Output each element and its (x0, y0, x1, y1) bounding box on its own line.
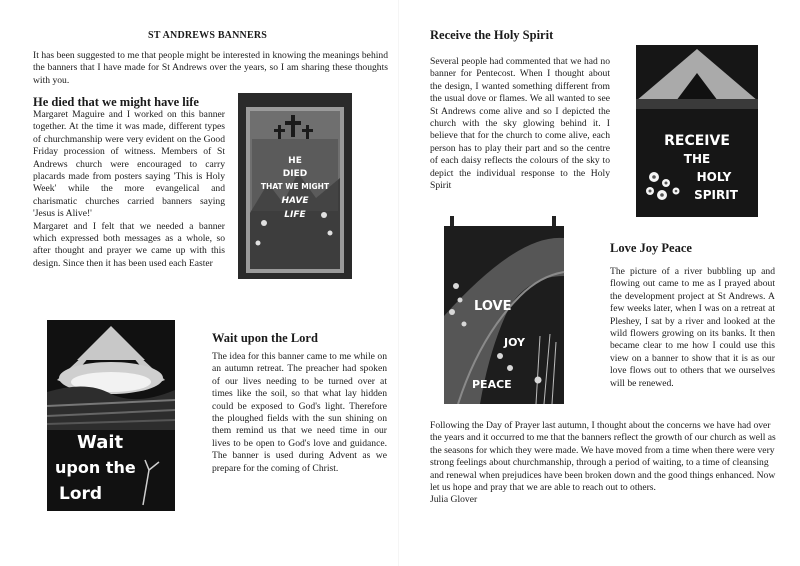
banner-spirit-image (636, 45, 758, 217)
banner-love-image (440, 216, 568, 404)
page-title: ST ANDREWS BANNERS (148, 30, 268, 41)
love-paragraph: The picture of a river bubbling up and flowing out came to me as I prayed about the development project at St Andrews. A few weeks later, when I was on a retreat at Pleshey, I sat by a river and looked at the wild flowers growing on its banks. It then became clear to me how I could use this view on a banner to show that it is as our love flows out to others that we ourselves will be renewed. (610, 266, 775, 389)
intro-paragraph: It has been suggested to me that people might be interested in knowing the meanings behind the banners that I have made for St Andrews over the years, so I am sharing these thoughts with you. (33, 50, 388, 86)
wait-paragraph: The idea for this banner came to me while on an autumn retreat. The preacher had spoken of our lives needing to be turned over at times like the soil, so that what lay hidden could be exposed to God's light. Therefore the ploughed fields with the sun shining on them remind us that we need time in our lives to be open to God's love and guidance. The banner is used during Advent as we prepare for the coming of Christ. (212, 351, 387, 474)
died-text (33, 109, 225, 270)
spirit-heading: Receive the Holy Spirit (430, 28, 554, 42)
died-paragraph-2: Margaret and I felt that we needed a banner which expressed both messages as a whole, so after thought and prayer we came up with this design. Since then it has been used each Easter (33, 220, 225, 269)
signature: Julia Glover (430, 494, 478, 505)
banner-love-line-3: PEACE (472, 378, 512, 391)
banner-love-line-2: JOY (504, 336, 526, 349)
banner-he-died-line-1: HE (288, 156, 302, 166)
banner-wait-line-3: Lord (59, 484, 103, 504)
banner-he-died-line-4: HAVE (281, 196, 309, 206)
banner-spirit-line-4: SPIRIT (694, 188, 738, 202)
page-fold (398, 0, 399, 566)
died-heading: He died that we might have life (33, 95, 199, 109)
closing-paragraph: Following the Day of Prayer last autumn, I thought about the concerns we have had over the years and it occurred to me that the banners reflect the growth of our church as well as the seasons for which they were made. We have moved from a time when there were very strong feelings about churchmanship, through a period of waiting, to a time of cleansing and renewal when prejudices have been broken down and the good things enhanced. Now let us hope and pray that we are able to reach out to others. (430, 420, 776, 494)
banner-he-died-line-3: THAT WE MIGHT (260, 182, 330, 191)
banner-spirit-line-2: THE (683, 152, 711, 166)
spirit-paragraph: Several people had commented that we had no banner for Pentecost. When I thought about the design, I wanted something different from the usual dove or flames. We all wanted to see St Andrews come alive and so I depicted the church with the sky glowing behind it. I believe that for the church to come alive, each person has to play their part and so the centre of each daisy reflects the colours of the sky to depict the individual response to the Holy Spirit (430, 56, 610, 192)
banner-he-died-line-2: DIED (282, 169, 308, 179)
banner-spirit-line-3: HOLY (696, 170, 732, 184)
banner-wait-line-2: upon the (55, 458, 136, 477)
banner-love-line-1: LOVE (474, 299, 512, 314)
wait-heading: Wait upon the Lord (212, 331, 318, 345)
banner-wait-line-1: Wait (77, 432, 124, 453)
banner-he-died-line-5: LIFE (284, 210, 306, 220)
banner-spirit-line-1: RECEIVE (664, 133, 730, 149)
banner-he-died-image (238, 93, 352, 279)
died-paragraph-1: Margaret Maguire and I worked on this banner together. At the time it was made, different types of churchmanship were very evident on the Good Friday procession of witness. Members of St Andrews church were encouraged to carry placards made from posters saying 'This is Holy Week' while the more evangelical and charismatic churches carried banners saying 'Jesus is Alive!' (33, 109, 225, 220)
love-heading: Love Joy Peace (610, 241, 692, 255)
banner-wait-image (47, 320, 175, 511)
